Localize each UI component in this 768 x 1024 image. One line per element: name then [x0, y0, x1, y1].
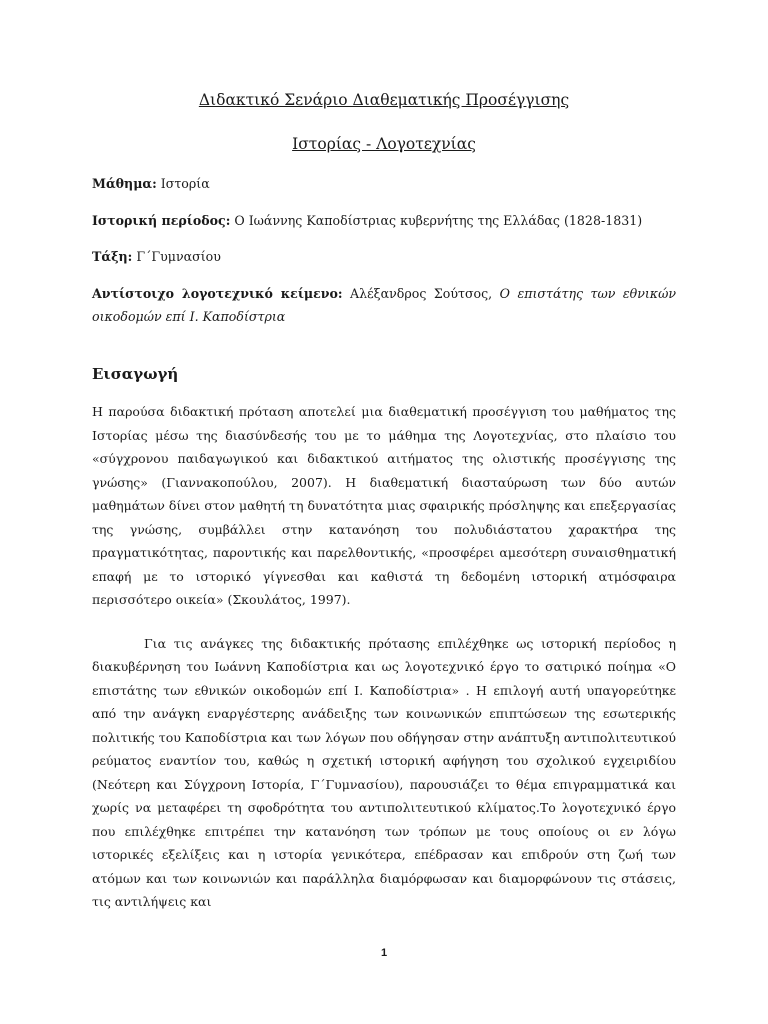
subject-label: Μάθημα: — [92, 176, 157, 192]
subject-value: Ιστορία — [156, 176, 210, 192]
literary-text-title: Ο επιστάτης των εθνικών οικοδομών επί Ι. Καποδίστρια — [92, 286, 676, 325]
period-label: Ιστορική περίοδος: — [92, 213, 231, 229]
intro-paragraph-1: Η παρούσα διδακτική πρόταση αποτελεί μια διαθεματική προσέγγιση του μαθήματος της Ιστορίας μέσω της διασύνδεσής του με το μάθημα της Λογοτεχνίας, στο πλαίσιο του «σύγχρονου παιδαγωγικού και διδακτικού αιτήματος της ολιστικής προσέγγισης της γνώσης» (Γιαννακοπούλου, 2007). Η διαθεματική διασταύρωση των δύο αυτών μαθημάτων δίνει στον μαθητή τη δυνατότητα μιας σφαιρικής πρόσληψης και επεξεργασίας της γνώσης, συμβάλλει στην κατανόηση του πολυδιάστατου χαρακτήρα της πραγματικότητας, παροντικής και παρελθοντικής, «προσφέρει αμεσότερη συναισθηματική επαφή με το ιστορικό γίγνεσθαι και καθιστά τη δεδομένη ιστορική ατμόσφαιρα περισσότερο οικεία» (Σκουλάτος, 1997). — [92, 404, 676, 608]
intro-paragraph-2: Για τις ανάγκες της διδακτικής πρότασης επιλέχθηκε ως ιστορική περίοδος η διακυβέρνηση του Ιωάννη Καποδίστρια και ως λογοτεχνικό έργο το σατιρικό ποίημα «Ο επιστάτης των εθνικών οικοδομών επί Ι. Καποδίστρια» . Η επιλογή αυτή υπαγορεύτηκε από την ανάγκη εναργέστερης ανάδειξης των κοινωνικών επιπτώσεων της εσωτερικής πολιτικής του Καποδίστρια και των λόγων που οδήγησαν στην ανάπτυξη αντιπολιτευτικού ρεύματος εναντίον του, καθώς η σχετική ιστορική αφήγηση του σχολικού εγχειριδίου (Νεότερη και Σύγχρονη Ιστορία, Γ΄Γυμνασίου), παρουσιάζει το θέμα επιγραμματικά και χωρίς να μεταφέρει τη σφοδρότητα του αντιπολιτευτικού κλίματος.Το λογοτεχνικό έργο που επιλέχθηκε επιτρέπει την κατανόηση των τρόπων με τους οποίους οι εν λόγω ιστορικές εξελίξεις και η ιστορία γενικότερα, επέδρασαν και επιδρούν στη ζωή των ατόμων και των κοινωνιών και παράλληλα διαμόρφωσαν και διαμορφώνουν τις στάσεις, τις αντιλήψεις και — [92, 635, 676, 910]
literary-text-label: Αντίστοιχο λογοτεχνικό κείμενο: — [92, 286, 343, 302]
document-subtitle: Ιστορίας - Λογοτεχνίας — [292, 135, 476, 154]
section-heading-introduction: Εισαγωγή — [92, 364, 179, 383]
literary-text-field — [92, 282, 676, 329]
document-page — [92, 84, 676, 914]
page-number: 1 — [380, 947, 388, 959]
subject-field — [92, 172, 676, 196]
class-value: Γ΄Γυμνασίου — [132, 249, 221, 265]
document-title: Διδακτικό Σενάριο Διαθεματικής Προσέγγισης — [198, 91, 570, 109]
class-label: Τάξη: — [92, 249, 133, 265]
period-value: Ο Ιωάννης Καποδίστριας κυβερνήτης της Ελλάδας (1828-1831) — [230, 213, 643, 229]
period-field — [92, 209, 676, 233]
literary-text-author: Αλέξανδρος Σούτσος, — [342, 286, 500, 302]
class-field — [92, 245, 676, 269]
